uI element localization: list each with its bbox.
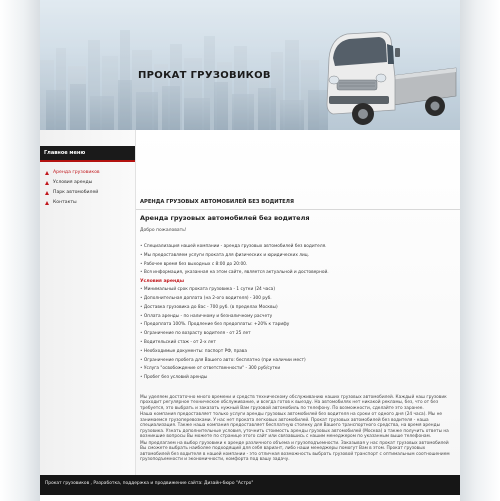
list-item: • Ограничение пробега для Вашего авто: бесплатно (при наличии мест) (140, 357, 450, 366)
main-menu (40, 168, 135, 208)
menu-item-truck-rental[interactable] (40, 168, 135, 178)
list-item: • Специализация нашей компании - аренда грузовых автомобилей без водителя. (140, 243, 450, 252)
main-menu-header: Главное меню (40, 146, 135, 162)
list-item: • Водительский стаж - от 2-х лет (140, 339, 450, 348)
content-heading-bar (136, 197, 460, 210)
list-item: • Предоплата 100%. Продление без предоплаты: +20% к тарифу (140, 321, 450, 330)
menu-item-label: Парк автомобилей (53, 190, 99, 195)
right-page-shadow (460, 0, 500, 501)
sidebar (40, 130, 136, 475)
site-title: ПРОКАТ ГРУЗОВИКОВ (138, 70, 271, 81)
menu-item-rental-terms[interactable] (40, 178, 135, 188)
list-item: • Услуга "освобождение от ответственности" - 300 руб/сутки (140, 365, 450, 374)
menu-item-vehicle-fleet[interactable] (40, 188, 135, 198)
site-footer (40, 475, 460, 495)
menu-item-label: Условия аренды (53, 180, 93, 185)
triangle-bullet-icon (45, 201, 49, 205)
list-item: • Минимальный срок проката грузовика - 1 сутки (24 часа) (140, 286, 450, 295)
intro-list (140, 243, 450, 278)
triangle-bullet-icon (45, 171, 49, 175)
content-area (136, 130, 460, 475)
list-item: • Доставка грузовика до 8ас - 700 руб. (в пределах Москвы) (140, 304, 450, 313)
list-item: • Необходимые документы: паспорт РФ, права (140, 348, 450, 357)
main-frame (40, 130, 460, 475)
list-item: • Вся информация, указанная на этом сайте, является актуальной и достоверной. (140, 269, 450, 278)
list-item: • Пробег без условий аренды (140, 374, 450, 383)
site-header (40, 0, 460, 130)
menu-item-contacts[interactable] (40, 198, 135, 208)
truck-image (323, 18, 458, 130)
list-item: • Ограничение по возрасту водителя - от 25 лет (140, 330, 450, 339)
menu-item-label: Аренда грузовиков (53, 170, 100, 175)
list-item: • Дополнительная доплата (на 2-ого водителя) - 300 руб. (140, 295, 450, 304)
menu-item-label: Контакты (53, 200, 77, 205)
paragraph: Наша компания предоставляет только услуги аренды грузовых автомобилей без водителя на сроки от одного дня (24 часа). Мы не занимаемся грузоперевозками. У нас нет проката легковых автомобилей. Прокат грузовых автомобилей без водителя - наша специализация. Также наша компания предоставляет бесплатную стоянку для Вашего транспортного средства, на время аренды грузовика. Узнать дополнительные условия, уточнить стоимость аренды грузовых автомобилей (Москва) а также получить ответы на возникшие вопросы Вы можете по странице этого сайт или связавшись с нашим менеджером по указанным выше телефонам. (140, 412, 449, 440)
list-item: • Оплата аренды - по наличному и безналичному расчету (140, 313, 450, 322)
footer-text: Прокат грузовиков , Разработка, поддержка и продвижение сайта: Дизайн-бюро "Астро" (45, 481, 254, 486)
content-body (140, 214, 450, 463)
page-heading: АРЕНДА ГРУЗОВЫХ АВТОМОБИЛЕЙ БЕЗ ВОДИТЕЛЯ (140, 199, 294, 205)
paragraph: Мы уделяем достаточно много времени и средств техническому обслуживанию наших грузовых автомобилей. Каждый наш грузовик проходит регулярное техническое обслуживание, и всегда готов к выезду. На автомобилях нет никакой рекламы, без, что от без требуется, это выбрать и заказать нужный Вам грузовой автомобиль по телефону. По возможности, сделайте это заранее. (140, 394, 447, 411)
left-page-shadow (0, 0, 40, 501)
greeting-text: Добро пожаловать! (140, 228, 187, 233)
triangle-bullet-icon (45, 191, 49, 195)
rental-terms-title: Условия аренды (140, 279, 185, 285)
list-item: • Рабочее время без выходных с 8:00 до 20:00. (140, 261, 450, 270)
list-item: • Мы предоставляем услуги проката для физических и юридических лиц. (140, 252, 450, 261)
rental-terms-list (140, 286, 450, 383)
triangle-bullet-icon (45, 181, 49, 185)
article-title: Аренда грузовых автомобилей без водителя (140, 214, 310, 222)
paragraph: Мы предлагаем на выбор грузовики к аренде различного объема и грузоподъемности. Заказывая у нас прокат грузовых автомобилей Вы сможете выбрать наиболее подходящий для себя вариант, либо наши менеджеры помогут Вам в этом. Прокат грузовых автомобилей без водителя в нашей компании - это отличная возможность выбрать грузовой транспорт с оптимальным соотношением грузоподъемности и экономичности, комфорта под вашу задачу. (140, 440, 450, 463)
